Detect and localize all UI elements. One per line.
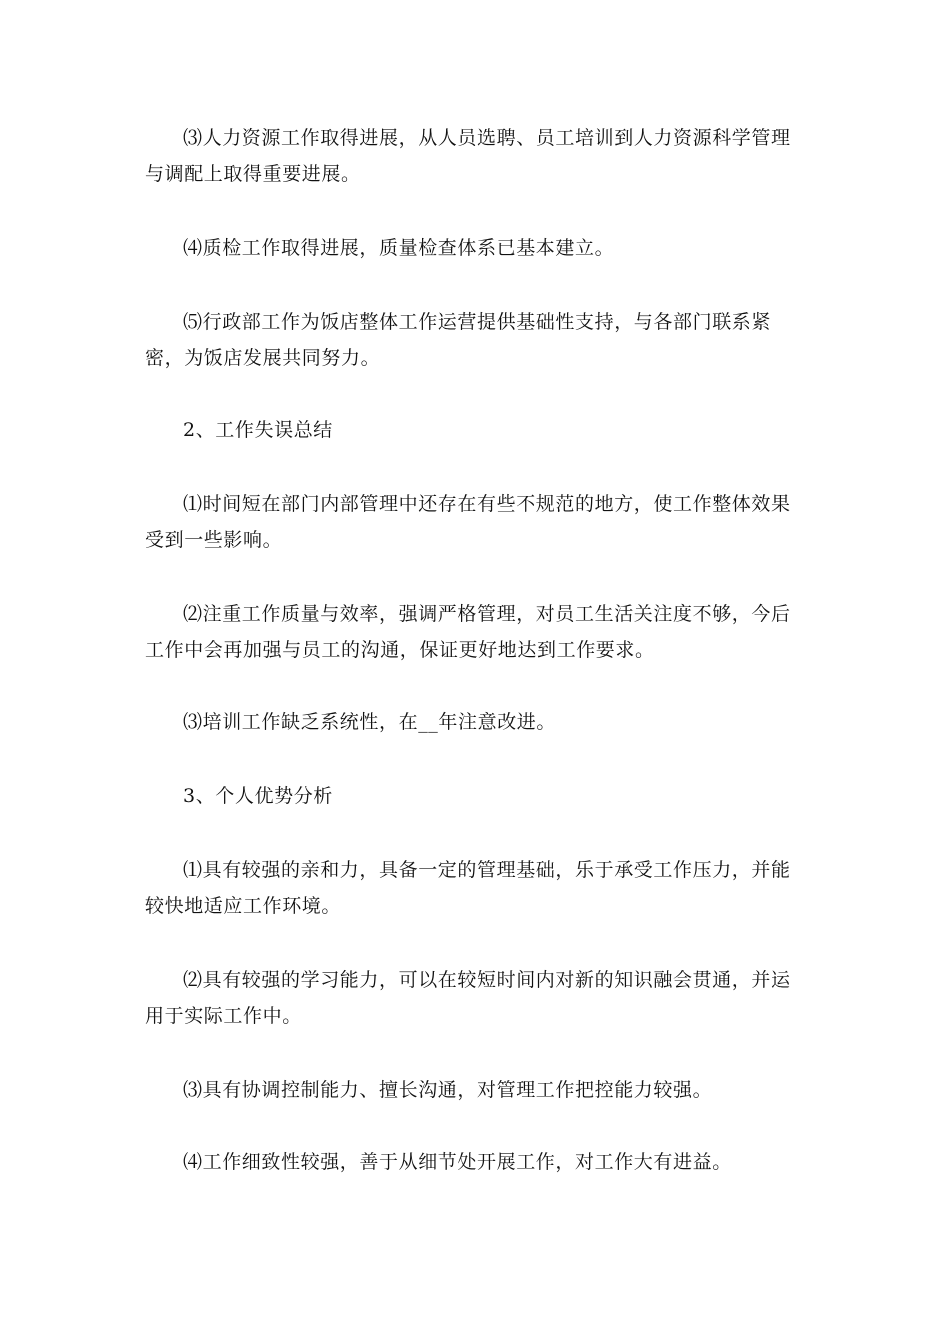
paragraph-mistake-1: ⑴时间短在部门内部管理中还存在有些不规范的地方，使工作整体效果受到一些影响。 — [145, 493, 791, 551]
paragraph-strength-2: ⑵具有较强的学习能力，可以在较短时间内对新的知识融会贯通，并运用于实际工作中。 — [145, 969, 791, 1027]
paragraph-strength-4: ⑷工作细致性较强，善于从细节处开展工作，对工作大有进益。 — [183, 1151, 732, 1173]
paragraph-mistake-3: ⑶培训工作缺乏系统性，在__年注意改进。 — [183, 711, 557, 733]
section-heading-strengths: 3、个人优势分析 — [183, 785, 333, 807]
paragraph-strength-1: ⑴具有较强的亲和力，具备一定的管理基础，乐于承受工作压力，并能较快地适应工作环境。 — [145, 859, 791, 917]
paragraph-hr-progress: ⑶人力资源工作取得进展，从人员选聘、员工培训到人力资源科学管理与调配上取得重要进展。 — [145, 127, 791, 185]
paragraph-mistake-2: ⑵注重工作质量与效率，强调严格管理，对员工生活关注度不够，今后工作中会再加强与员工的沟通，保证更好地达到工作要求。 — [145, 603, 791, 661]
paragraph-strength-3: ⑶具有协调控制能力、擅长沟通，对管理工作把控能力较强。 — [183, 1079, 713, 1101]
paragraph-admin-support: ⑸行政部工作为饭店整体工作运营提供基础性支持，与各部门联系紧密，为饭店发展共同努力。 — [145, 311, 772, 369]
paragraph-qc-progress: ⑷质检工作取得进展，质量检查体系已基本建立。 — [183, 237, 615, 259]
section-heading-mistakes: 2、工作失误总结 — [183, 419, 333, 441]
